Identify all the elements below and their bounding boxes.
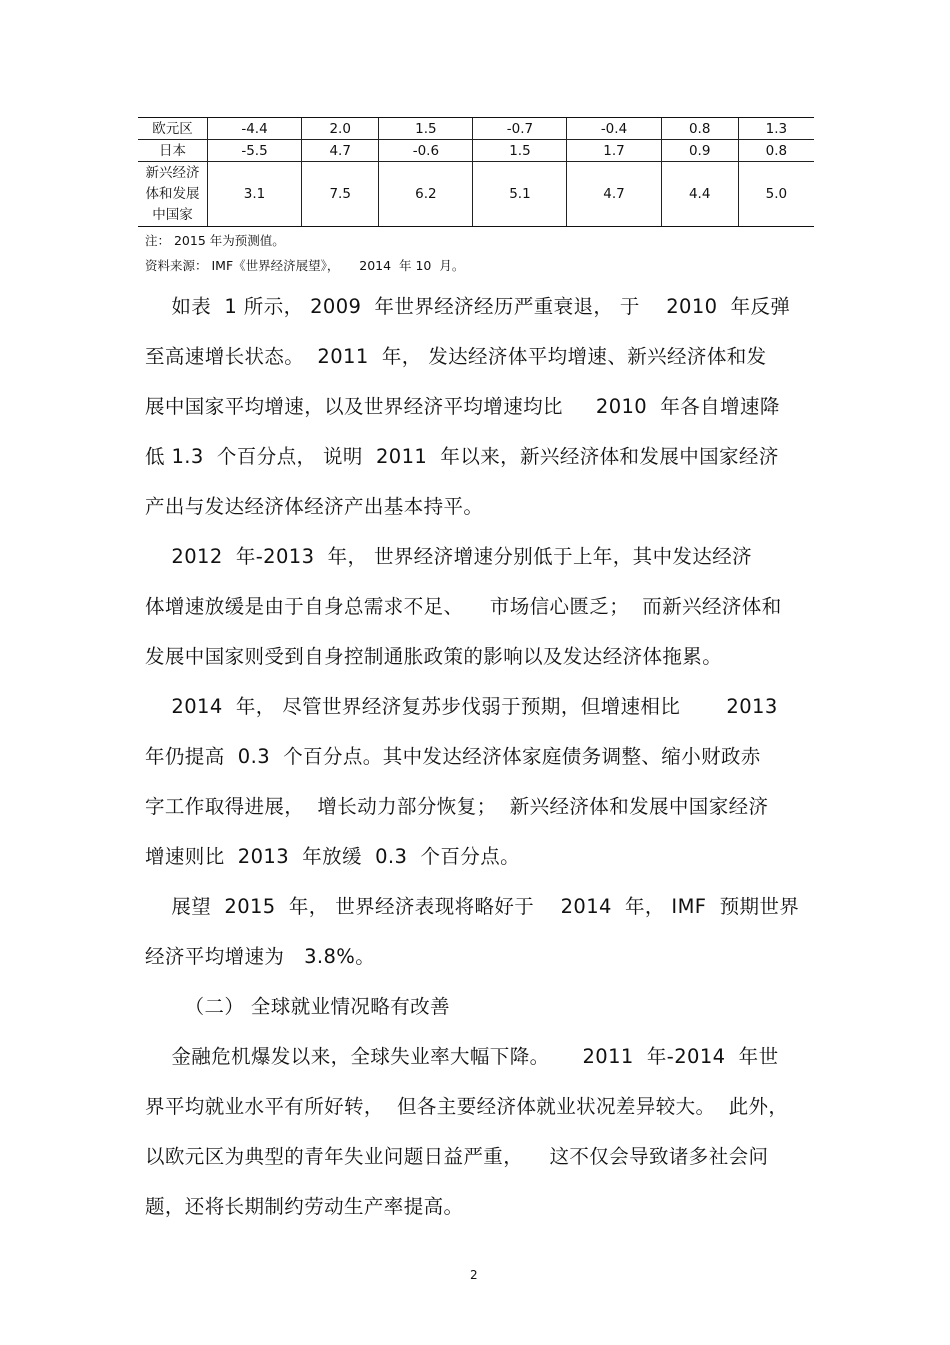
table-row-emerging bbox=[138, 162, 814, 227]
paragraph-line: 体增速放缓是由于自身总需求不足、 市场信心匮乏； 而新兴经济体和 bbox=[145, 595, 782, 618]
table-cell: 5.1 bbox=[473, 162, 567, 227]
paragraph-line: 至高速增长状态。 2011 年， 发达经济体平均增速、新兴经济体和发 bbox=[145, 345, 767, 368]
paragraph-line: 增速则比 2013 年放缓 0.3 个百分点。 bbox=[145, 845, 521, 868]
table-cell: 1.7 bbox=[567, 140, 661, 162]
table-cell: 4.4 bbox=[661, 162, 738, 227]
table-cell: 1.5 bbox=[379, 118, 473, 140]
table-cell: -4.4 bbox=[208, 118, 302, 140]
table-cell: 4.7 bbox=[567, 162, 661, 227]
table-note: 注： 2015 年为预测值。 bbox=[145, 233, 285, 248]
paragraph-line: 展望 2015 年， 世界经济表现将略好于 2014 年， IMF 预期世界 bbox=[145, 895, 800, 918]
row-label-line: 新兴经济 bbox=[145, 164, 200, 181]
row-label-line: 中国家 bbox=[152, 206, 193, 223]
table-cell: -0.6 bbox=[379, 140, 473, 162]
paragraph-line: 以欧元区为典型的青年失业问题日益严重， 这不仅会导致诸多社会问 bbox=[145, 1145, 769, 1168]
table-source: 资料来源： IMF《世界经济展望》， 2014 年 10 月。 bbox=[145, 258, 465, 273]
row-label-line: 体和发展 bbox=[145, 185, 200, 202]
paragraph-line: 2012 年-2013 年， 世界经济增速分别低于上年，其中发达经济 bbox=[145, 545, 753, 568]
paragraph-line: 产出与发达经济体经济产出基本持平。 bbox=[145, 495, 484, 518]
table-cell: 1.5 bbox=[473, 140, 567, 162]
paragraph-line: 字工作取得进展， 增长动力部分恢复； 新兴经济体和发展中国家经济 bbox=[145, 795, 769, 818]
table-cell: -0.7 bbox=[473, 118, 567, 140]
page-number: 2 bbox=[470, 1268, 478, 1282]
section-heading: （二） 全球就业情况略有改善 bbox=[145, 995, 450, 1018]
table-cell: 5.0 bbox=[738, 162, 814, 227]
paragraph-line: 经济平均增速为 3.8%。 bbox=[145, 945, 376, 968]
paragraph-line: 金融危机爆发以来，全球失业率大幅下降。 2011 年-2014 年世 bbox=[145, 1045, 779, 1068]
row-label bbox=[138, 162, 208, 227]
table-cell: 0.8 bbox=[661, 118, 738, 140]
table-cell: -0.4 bbox=[567, 118, 661, 140]
table-cell: 4.7 bbox=[302, 140, 379, 162]
table-cell: 7.5 bbox=[302, 162, 379, 227]
paragraph-line: 题，还将长期制约劳动生产率提高。 bbox=[145, 1195, 464, 1218]
table-cell: 0.9 bbox=[661, 140, 738, 162]
table-row-japan bbox=[138, 140, 814, 162]
paragraph-line: 低 1.3 个百分点， 说明 2011 年以来，新兴经济体和发展中国家经济 bbox=[145, 445, 779, 468]
table-row-eurozone bbox=[138, 118, 814, 140]
table-cell: -5.5 bbox=[208, 140, 302, 162]
paragraph-line: 年仍提高 0.3 个百分点。其中发达经济体家庭债务调整、缩小财政赤 bbox=[145, 745, 761, 768]
paragraph-line: 2014 年， 尽管世界经济复苏步伐弱于预期，但增速相比 2013 bbox=[145, 695, 778, 718]
table-cell: 0.8 bbox=[738, 140, 814, 162]
paragraph-line: 发展中国家则受到自身控制通胀政策的影响以及发达经济体拖累。 bbox=[145, 645, 723, 668]
paragraph-line: 如表 1 所示， 2009 年世界经济经历严重衰退， 于 2010 年反弹 bbox=[145, 295, 791, 318]
growth-table bbox=[138, 117, 814, 227]
paragraph-line: 界平均就业水平有所好转， 但各主要经济体就业状况差异较大。 此外， bbox=[145, 1095, 789, 1118]
table-cell: 3.1 bbox=[208, 162, 302, 227]
row-label: 日本 bbox=[138, 140, 208, 162]
table-cell: 6.2 bbox=[379, 162, 473, 227]
row-label: 欧元区 bbox=[138, 118, 208, 140]
paragraph-line: 展中国家平均增速，以及世界经济平均增速均比 2010 年各自增速降 bbox=[145, 395, 780, 418]
table-cell: 1.3 bbox=[738, 118, 814, 140]
table-cell: 2.0 bbox=[302, 118, 379, 140]
